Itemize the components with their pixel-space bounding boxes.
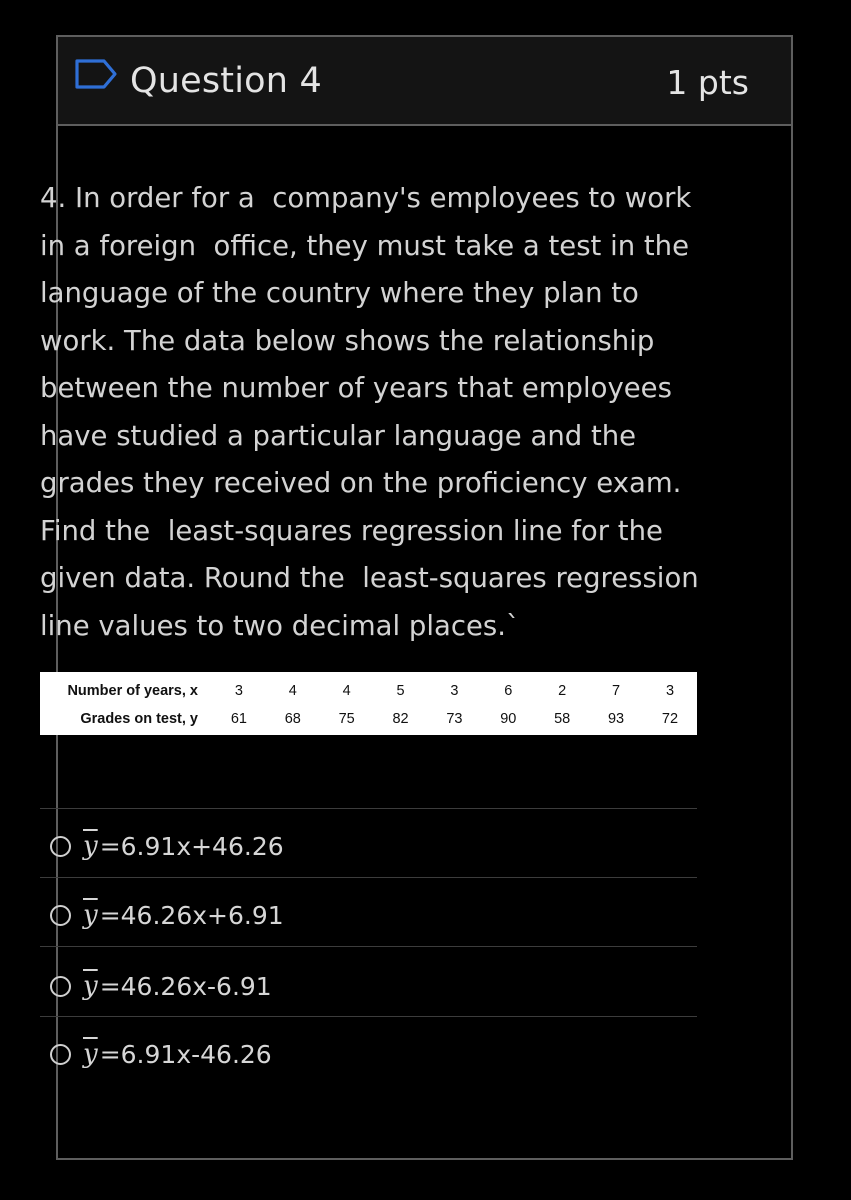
table-cell: 93 — [607, 711, 625, 727]
table-cell: 58 — [554, 711, 571, 727]
y-bar-symbol: $\overline{y}$ — [83, 971, 98, 1001]
question-title: Question 4 — [130, 61, 322, 101]
question-text: 4. In order for a company's employees to work in a foreign office, they must take a test in the language of the country where they plan to work. The data below shows the relationship between the number of years that employees have studied a particular language and the grades they received on the proficiency exam. Find the least-squares regression line for the given data. Round the least-squares regression line values to two decimal places.` — [40, 182, 708, 642]
y-bar-symbol: $\overline{y}$ — [83, 900, 98, 930]
table-cell: 82 — [392, 711, 409, 727]
radio-button[interactable] — [50, 905, 71, 926]
question-points: 1 pts — [666, 63, 749, 102]
table-cell: 68 — [284, 711, 301, 727]
divider — [40, 946, 697, 947]
table-row — [40, 705, 697, 737]
table-cell: 4 — [342, 683, 351, 699]
table-cell: 5 — [396, 683, 405, 699]
answer-option-text: =6.91x+46.26 — [99, 831, 284, 861]
radio-button[interactable] — [50, 976, 71, 997]
table-row — [40, 672, 697, 705]
y-bar-symbol: $\overline{y}$ — [83, 831, 98, 861]
table-cell: 7 — [612, 683, 621, 699]
answer-option-3[interactable] — [50, 966, 272, 1006]
answer-option-text: =6.91x-46.26 — [99, 1039, 272, 1069]
answer-option-text: =46.26x-6.91 — [99, 971, 272, 1001]
answer-option-text: =46.26x+6.91 — [99, 900, 284, 930]
table-cell: 2 — [558, 683, 567, 699]
divider — [40, 1016, 697, 1017]
bookmark-flag-icon[interactable] — [74, 58, 118, 90]
answer-option-2[interactable] — [50, 895, 284, 935]
table-cell: 3 — [450, 683, 459, 699]
table-cell: 73 — [446, 711, 463, 727]
answer-option-4[interactable] — [50, 1034, 272, 1074]
table-cell: 61 — [230, 711, 247, 727]
table-cell: 72 — [661, 711, 679, 727]
table-cell: 3 — [234, 683, 243, 699]
question-header — [58, 37, 791, 126]
table-cell: 6 — [504, 683, 513, 699]
row-label: Number of years, x — [67, 683, 198, 699]
divider — [40, 877, 697, 878]
table-cell: 90 — [500, 711, 517, 727]
table-cell: 75 — [338, 711, 355, 727]
radio-button[interactable] — [50, 836, 71, 857]
row-label: Grades on test, y — [80, 711, 198, 727]
radio-button[interactable] — [50, 1044, 71, 1065]
y-bar-symbol: $\overline{y}$ — [83, 1039, 98, 1069]
divider — [40, 808, 697, 809]
table-cell: 3 — [665, 683, 675, 699]
data-table — [40, 672, 697, 735]
table-cell: 4 — [288, 683, 297, 699]
answer-option-1[interactable] — [50, 826, 284, 866]
